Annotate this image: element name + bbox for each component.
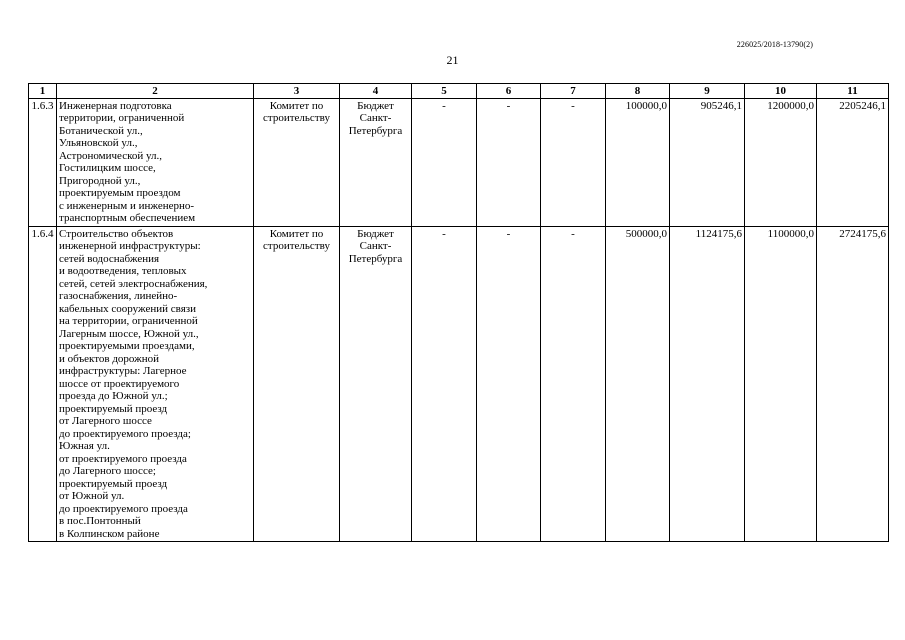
value-cell-10: 1200000,0 [745,98,817,226]
funding-source-cell [340,98,412,226]
item-name-cell-line: Строительство объектов [59,227,174,240]
item-number-cell: 1.6.3 [29,98,57,226]
column-header: 5 [412,84,477,99]
item-name-cell-line: от проектируемого проезда [59,452,187,465]
item-name-cell-line: территории, ограниченной [59,112,185,124]
item-name-cell-line: в Колпинском районе [59,527,160,540]
responsible-org-cell-line: Комитет по [269,227,324,240]
item-name-cell-line: кабельных сооружений связи [59,302,196,315]
table-row [29,98,889,226]
item-name-cell-line: до проектируемого проезда; [59,427,191,440]
value-cell-10: 1100000,0 [745,226,817,542]
responsible-org-cell-line: Комитет по [269,99,324,112]
value-cell-9: 1124175,6 [670,226,745,542]
funding-source-cell-line: Санкт- [359,240,392,252]
value-cell-8: 100000,0 [606,98,670,226]
item-name-cell-line: проектируемыми проездами, [59,340,195,352]
item-name-cell-line: проектируемый проезд [59,402,168,415]
responsible-org-cell-line: строительству [263,240,330,252]
item-name-cell-line: на территории, ограниченной [59,315,198,327]
value-cell-5: - [412,98,477,226]
column-header: 9 [670,84,745,99]
value-cell-8: 500000,0 [606,226,670,542]
item-name-cell-line: Ботанической ул., [59,124,143,137]
value-cell-6: - [477,98,541,226]
responsible-org-cell [254,226,340,542]
item-name-cell-line: сетей, сетей электроснабжения, [59,277,208,290]
funding-source-cell-line: Бюджет [357,227,394,240]
item-name-cell-line: инфраструктуры: Лагерное [59,365,187,377]
responsible-org-cell [254,98,340,226]
funding-source-cell-line: Бюджет [357,99,394,112]
column-header: 7 [541,84,606,99]
item-name-cell-line: транспортным обеспечением [59,212,196,224]
item-name-cell-line: Лагерным шоссе, Южной ул., [59,327,199,340]
item-name-cell-line: и объектов дорожной [59,352,160,365]
value-cell-7: - [541,226,606,542]
item-name-cell-line: в пос.Понтонный [59,515,141,527]
item-name-cell-line: Гостилицким шоссе, [59,162,156,174]
item-name-cell [57,226,254,542]
header-row [29,84,889,99]
item-name-cell-line: газоснабжения, линейно- [59,290,178,302]
item-name-cell [57,98,254,226]
item-name-cell-line: проезда до Южной ул.; [59,390,168,402]
value-cell-7: - [541,98,606,226]
item-name-cell-line: шоссе от проектируемого [59,377,180,390]
column-header: 6 [477,84,541,99]
page-number: 21 [446,53,459,67]
item-name-cell-line: и водоотведения, тепловых [59,265,187,277]
item-name-cell-line: до проектируемого проезда [59,502,188,515]
value-cell-9: 905246,1 [670,98,745,226]
table-row [29,226,889,542]
item-name-cell-line: Южная ул. [59,440,110,452]
column-header: 1 [29,84,57,99]
item-name-cell-line: проектируемым проездом [59,187,181,199]
column-header: 8 [606,84,670,99]
column-header: 2 [57,84,254,99]
item-name-cell-line: проектируемый проезд [59,477,168,490]
value-cell-5: - [412,226,477,542]
item-name-cell-line: Астрономической ул., [59,149,163,162]
item-name-cell-line: Ульяновской ул., [59,137,138,149]
column-header: 11 [817,84,889,99]
column-header: 3 [254,84,340,99]
document-number: 226025/2018-13790(2) [736,40,813,49]
budget-table [28,83,889,542]
item-name-cell-line: инженерной инфраструктуры: [59,240,201,252]
column-header: 10 [745,84,817,99]
funding-source-cell-line: Санкт- [359,112,392,124]
item-name-cell-line: до Лагерного шоссе; [59,465,156,477]
funding-source-cell [340,226,412,542]
value-cell-6: - [477,226,541,542]
total-cell-11: 2724175,6 [817,226,889,542]
total-cell-11: 2205246,1 [817,98,889,226]
item-name-cell-line: Пригородной ул., [59,174,141,187]
item-name-cell-line: Инженерная подготовка [59,99,172,112]
item-name-cell-line: от Южной ул. [59,490,125,502]
funding-source-cell-line: Петербурга [348,124,403,137]
column-header: 4 [340,84,412,99]
item-number-cell: 1.6.4 [29,226,57,542]
item-name-cell-line: сетей водоснабжения [59,252,160,265]
item-name-cell-line: с инженерным и инженерно- [59,199,195,212]
item-name-cell-line: от Лагерного шоссе [59,415,152,427]
funding-source-cell-line: Петербурга [348,252,403,265]
responsible-org-cell-line: строительству [263,112,330,124]
